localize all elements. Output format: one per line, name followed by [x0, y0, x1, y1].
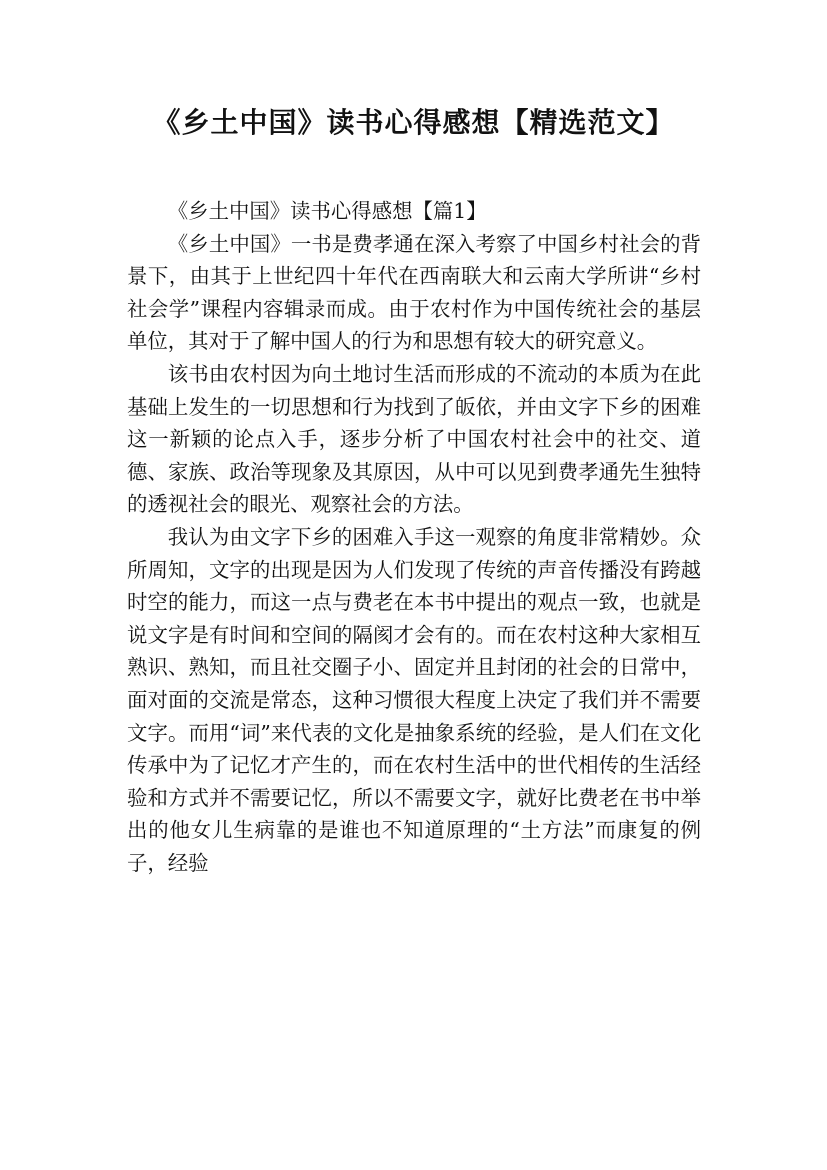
paragraph: 该书由农村因为向土地讨生活而形成的不流动的本质为在此基础上发生的一切思想和行为找到了皈依，并由文字下乡的困难这一新颖的论点入手，逐步分析了中国农村社会中的社交、道德、家族、政治等现象及其原因，从中可以见到费孝通先生独特的透视社会的眼光、观察社会的方法。: [127, 361, 701, 517]
paragraph: 我认为由文字下乡的困难入手这一观察的角度非常精妙。众所周知，文字的出现是因为人们发现了传统的声音传播没有跨越时空的能力，而这一点与费老在本书中提出的观点一致，也就是说文字是有时间和空间的隔阂才会有的。而在农村这种大家相互熟识、熟知，而且社交圈子小、固定并且封闭的社会的日常中，面对面的交流是常态，这种习惯很大程度上决定了我们并不需要文字。而用“词”来代表的文化是抽象系统的经验，是人们在文化传承中为了记忆才产生的，而在农村生活中的世代相传的生活经验和方式并不需要记忆，所以不需要文字，就好比费老在书中举出的他女儿生病靠的是谁也不知道原理的“土方法”而康复的例子，经验: [127, 524, 701, 875]
section-heading: 《乡土中国》读书心得感想【篇1】: [167, 199, 487, 223]
document-title: 《乡土中国》读书心得感想【精选范文】: [152, 106, 675, 139]
document-body: [127, 195, 701, 879]
paragraph: 《乡土中国》一书是费孝通在深入考察了中国乡村社会的背景下，由其于上世纪四十年代在西南联大和云南大学所讲“乡村社会学”课程内容辑录而成。由于农村作为中国传统社会的基层单位，其对于了解中国人的行为和思想有较大的研究意义。: [127, 231, 701, 354]
